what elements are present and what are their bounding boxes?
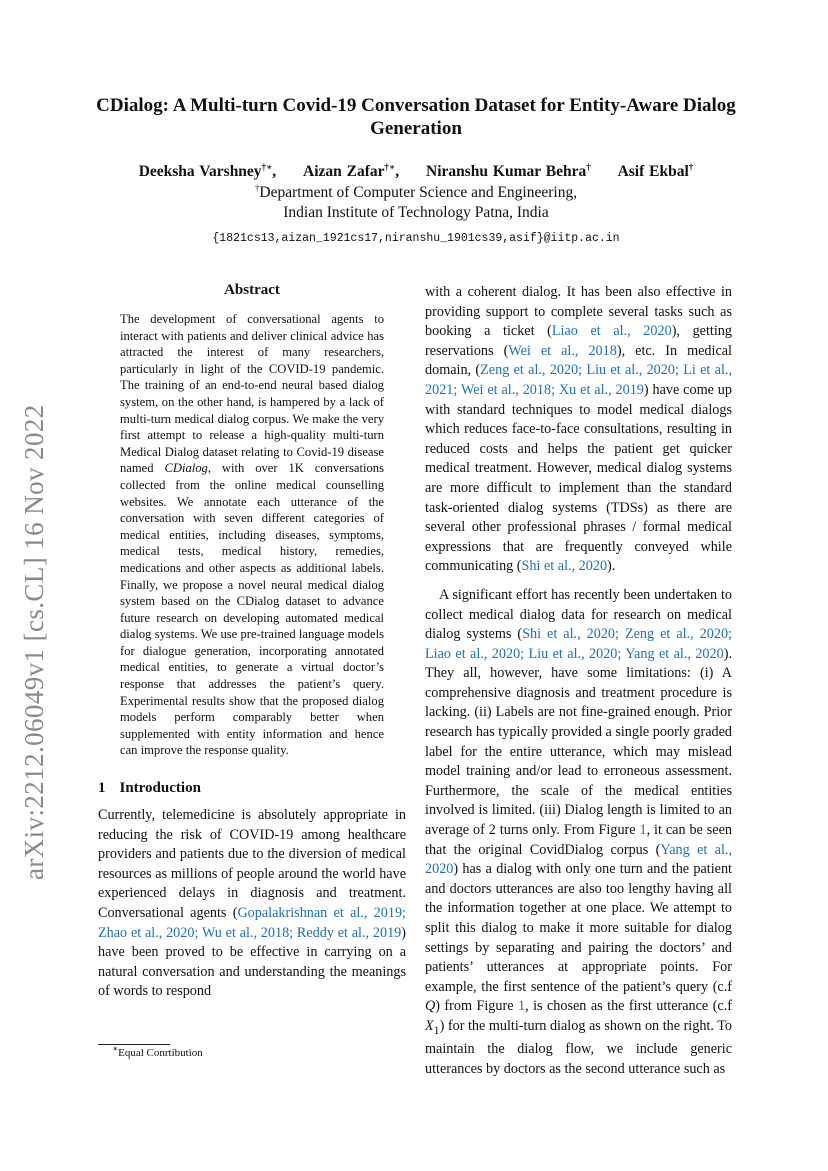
citation-link[interactable]: Wei et al., 2018	[508, 342, 617, 359]
intro-paragraph-1-continued: with a coherent dialog. It has been also effective in providing support to complete several tasks such as booking a ticket (Liao et al., 2020), getting reservations (Wei et al., 2018), etc. In medical domain, (Zeng et al., 2020; Liu et al., 2020; Li et al., 2021; Wei et al., 2018; Xu et al., 2019) have come up with standard techniques to model medical dialogs which reduces face-to-face consultations, resulting in reduced costs and helps the patient get quicker medical treatment. However, medical dialog systems are more difficult to implement than the standard task-oriented dialog systems (TDSs) as there are several other professional phrases / formal medical expressions that are frequently conveyed while communicating (Shi et al., 2020).	[425, 284, 733, 575]
affiliation-line-2: Indian Institute of Technology Patna, India	[283, 204, 549, 221]
author-4: Asif Ekbal†	[617, 161, 694, 180]
author-block	[96, 162, 736, 249]
dataset-name: CDialog	[164, 461, 208, 476]
citation-link[interactable]: Shi et al., 2020; Zeng et al., 2020; Liao et al., 2020; Liu et al., 2020; Yang et al., 2020	[425, 626, 732, 662]
citation-link[interactable]: Gopalakrishnan et al., 2019; Zhao et al., 2020; Wu et al., 2018; Reddy et al., 2019	[98, 905, 406, 941]
citation-link[interactable]: Liao et al., 2020	[551, 323, 672, 340]
math-symbol-x: X	[425, 1017, 434, 1034]
math-symbol-q: Q	[425, 998, 436, 1015]
footnote: ∗Equal Conrtibution	[112, 1043, 203, 1059]
paper-title: CDialog: A Multi-turn Covid-19 Conversation Dataset for Entity-Aware Dialog Generation	[96, 95, 736, 139]
author-1: Deeksha Varshney†∗,	[138, 161, 277, 180]
citation-link[interactable]: Shi et al., 2020	[521, 558, 608, 575]
affiliation-line-1: †Department of Computer Science and Engineering,	[254, 182, 578, 201]
author-3: Niranshu Kumar Behra†	[426, 161, 591, 180]
footnote-divider	[98, 1044, 170, 1045]
author-emails: {1821cs13,aizan_1921cs17,niranshu_1901cs39,asif}@iitp.ac.in	[212, 232, 620, 245]
author-2: Aizan Zafar†∗,	[303, 161, 400, 180]
citation-link[interactable]: Yang et al., 2020	[425, 841, 732, 878]
citation-link[interactable]: Zeng et al., 2020; Liu et al., 2020; Li et al., 2021; Wei et al., 2018; Xu et al., 2019	[425, 362, 733, 398]
math-subscript: 1	[433, 1022, 440, 1037]
intro-paragraph-2: A significant effort has recently been undertaken to collect medical dialog data for research on medical dialog systems (Shi et al., 2020; Zeng et al., 2020; Liao et al., 2020; Liu et al., 2020; Yang et al., 2020). They all, however, have some limitations: (i) A comprehensive diagnosis and treatment procedure is lacking. (ii) Labels are not fine-grained enough. Prior research has typically provided a single poorly graded label for the entire utterance, which may mislead model training and/or lead to erroneous assessment. Furthermore, the scale of the medical entities involved is limited. (iii) Dialog length is limited to an average of 2 turns only. From Figure 1, it can be seen that the original CovidDialog corpus (Yang et al., 2020) has a dialog with only one turn and the patient and doctors utterances are also too lengthy having all the information together at one place. We attempt to split this dialog to make it more suitable for dialog settings by separating and pairing the doctors’ and patients’ utterances at appropriate points. For example, the first sentence of the patient’s query (c.f Q) from Figure 1, is chosen as the first utterance (c.f $X_1$) for the multi-turn dialog as shown on the right. To maintain the dialog flow, we include generic utterances by doctors as the second utterance such as	[425, 586, 732, 1077]
author-list	[96, 162, 736, 182]
arxiv-identifier-stamp: arXiv:2212.06049v1 [cs.CL] 16 Nov 2022	[19, 404, 49, 880]
figure-reference-link[interactable]: 1	[639, 822, 647, 839]
left-column	[98, 282, 406, 1002]
figure-reference-link[interactable]: 1	[517, 998, 526, 1015]
abstract-heading: Abstract	[224, 282, 280, 298]
section-heading-introduction: 1 Introduction	[98, 780, 201, 797]
right-column	[425, 283, 732, 1080]
intro-paragraph-1: Currently, telemedicine is absolutely appropriate in reducing the risk of COVID-19 among healthcare providers and patients due to the diversion of medical resources as millions of people around the world have experienced delays in diagnosis and treatment. Conversational agents (Gopalakrishnan et al., 2019; Zhao et al., 2020; Wu et al., 2018; Reddy et al., 2019) have been proved to be effective in carrying on a natural conversation and understanding the meanings of words to respond	[98, 807, 406, 1000]
abstract-text: The development of conversational agents to interact with patients and deliver clinical advice has attracted the interest of many researchers, particularly in light of the COVID-19 pandemic. The training of an end-to-end neural based dialog system, on the other hand, is hampered by a lack of multi-turn medical dialog corpus. We make the very first attempt to release a high-quality multi-turn Medical Dialog dataset relating to Covid-19 disease named CDialog, with over 1K conversations collected from the online medical counselling websites. We annotate each utterance of the conversation with seven different categories of medical entities, including diseases, symptoms, medical tests, medical history, remedies, medications and other aspects as additional labels. Finally, we propose a novel neural medical dialog system based on the CDialog dataset to advance future research on developing automated medical dialog systems. We use pre-trained language models for dialogue generation, incorporating annotated medical entities, to generate a virtual doctor’s response that addresses the patient’s query. Experimental results show that the proposed dialog models perform comparably better when supplemented with entity information and hence can improve the response quality.	[120, 312, 384, 758]
